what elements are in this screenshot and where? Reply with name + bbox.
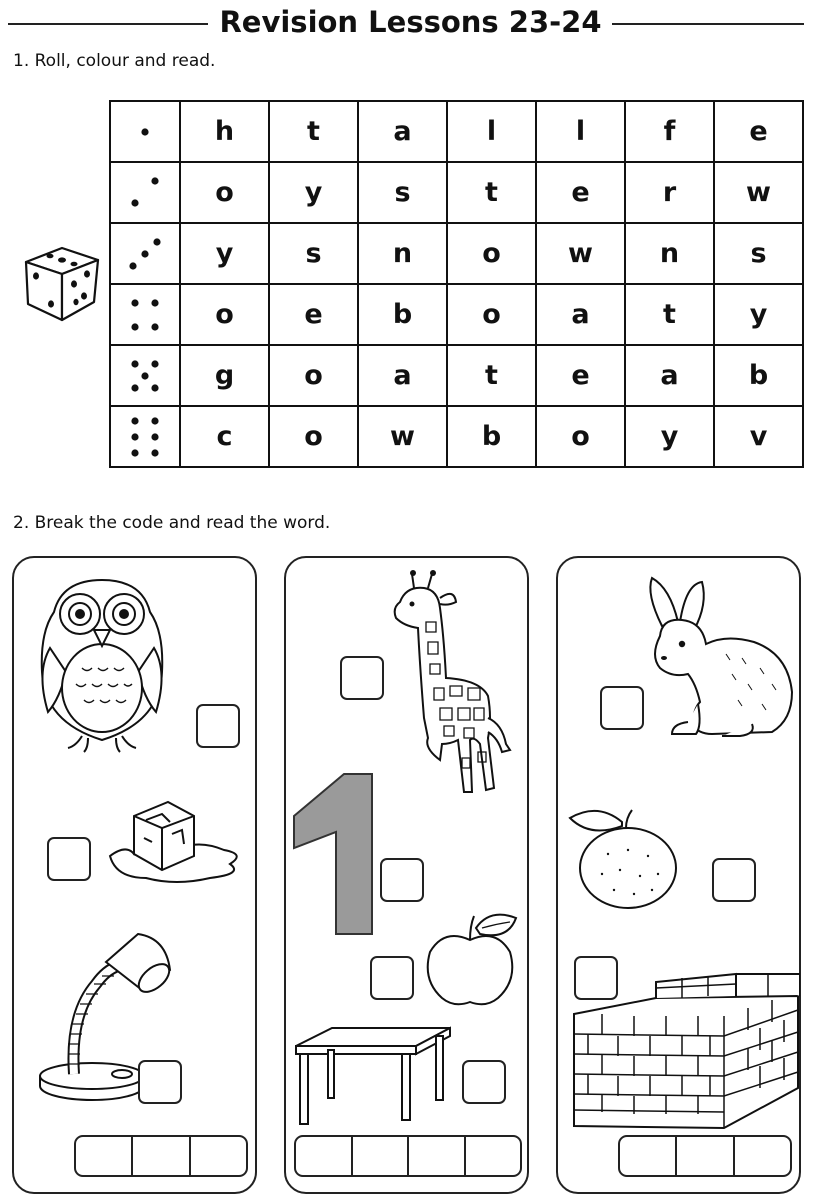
die-pip	[151, 360, 158, 367]
die-pip	[131, 384, 138, 391]
answer-boxes-1[interactable]	[74, 1135, 248, 1177]
grid-letter-cell[interactable]: a	[358, 101, 447, 162]
die-pip	[129, 262, 136, 269]
die-pip	[131, 299, 138, 306]
die-face-cell	[110, 345, 180, 406]
die-face-5-icon	[125, 352, 165, 400]
die-face-4-icon	[125, 291, 165, 339]
grid-letter-cell[interactable]: g	[180, 345, 269, 406]
grid-letter-cell[interactable]: y	[180, 223, 269, 284]
giraffe-picture	[384, 568, 520, 802]
grid-letter-cell[interactable]: y	[714, 284, 803, 345]
page-title: Revision Lessons 23-24	[0, 4, 821, 40]
answer-cell[interactable]	[466, 1137, 521, 1175]
grid-letter-cell[interactable]: e	[536, 162, 625, 223]
grid-letter-cell[interactable]: b	[714, 345, 803, 406]
die-face-cell	[110, 284, 180, 345]
die-face-2-icon	[125, 169, 165, 217]
answer-cell[interactable]	[677, 1137, 734, 1175]
die-face-cell	[110, 101, 180, 162]
letter-box-giraffe[interactable]	[340, 656, 384, 700]
grid-letter-cell[interactable]: a	[358, 345, 447, 406]
grid-row	[110, 345, 803, 406]
grid-letter-cell[interactable]: s	[714, 223, 803, 284]
grid-letter-cell[interactable]: a	[625, 345, 714, 406]
die-face-3-icon	[125, 230, 165, 278]
grid-letter-cell[interactable]: s	[269, 223, 358, 284]
die-pip	[151, 449, 158, 456]
grid-letter-cell[interactable]: a	[536, 284, 625, 345]
apple-picture	[424, 910, 520, 1010]
grid-letter-cell[interactable]: e	[269, 284, 358, 345]
grid-letter-cell[interactable]: o	[180, 162, 269, 223]
grid-letter-cell[interactable]: o	[447, 223, 536, 284]
die-pip	[131, 433, 138, 440]
grid-letter-cell[interactable]: r	[625, 162, 714, 223]
grid-row	[110, 162, 803, 223]
die-pip	[151, 433, 158, 440]
grid-letter-cell[interactable]: y	[269, 162, 358, 223]
grid-letter-cell[interactable]: h	[180, 101, 269, 162]
dice-icon	[18, 238, 102, 324]
grid-letter-cell[interactable]: o	[269, 345, 358, 406]
grid-row	[110, 101, 803, 162]
grid-letter-cell[interactable]: e	[536, 345, 625, 406]
die-pip	[141, 250, 148, 257]
answer-cell[interactable]	[620, 1137, 677, 1175]
die-pip	[131, 323, 138, 330]
grid-letter-cell[interactable]: o	[447, 284, 536, 345]
grid-letter-cell[interactable]: c	[180, 406, 269, 467]
grid-letter-cell[interactable]: f	[625, 101, 714, 162]
instruction-break-code: 2. Break the code and read the word.	[13, 513, 331, 533]
grid-letter-cell[interactable]: o	[536, 406, 625, 467]
answer-cell[interactable]	[133, 1137, 190, 1175]
answer-cell[interactable]	[296, 1137, 353, 1175]
die-pip	[151, 299, 158, 306]
grid-letter-cell[interactable]: n	[358, 223, 447, 284]
die-pip	[131, 417, 138, 424]
die-pip	[151, 384, 158, 391]
die-face-cell	[110, 406, 180, 467]
puzzle-panel-1	[12, 556, 257, 1194]
grid-letter-cell[interactable]: w	[714, 162, 803, 223]
grid-letter-cell[interactable]: b	[358, 284, 447, 345]
grid-letter-cell[interactable]: y	[625, 406, 714, 467]
table-picture	[294, 1026, 452, 1126]
die-pip	[151, 323, 158, 330]
answer-boxes-3[interactable]	[618, 1135, 792, 1177]
grid-letter-cell[interactable]: o	[180, 284, 269, 345]
letter-box-rabbit[interactable]	[600, 686, 644, 730]
letter-box-one[interactable]	[380, 858, 424, 902]
answer-boxes-2[interactable]	[294, 1135, 522, 1177]
grid-letter-cell[interactable]: b	[447, 406, 536, 467]
die-pip	[141, 372, 148, 379]
answer-cell[interactable]	[735, 1137, 790, 1175]
die-pip	[141, 128, 148, 135]
letter-box-apple[interactable]	[370, 956, 414, 1000]
brick-wall-picture	[572, 970, 800, 1130]
grid-letter-cell[interactable]: l	[447, 101, 536, 162]
die-face-cell	[110, 162, 180, 223]
puzzle-panel-2	[284, 556, 529, 1194]
answer-cell[interactable]	[353, 1137, 410, 1175]
grid-row	[110, 284, 803, 345]
letter-box-orange[interactable]	[712, 858, 756, 902]
grid-letter-cell[interactable]: s	[358, 162, 447, 223]
answer-cell[interactable]	[409, 1137, 466, 1175]
letter-box-table[interactable]	[462, 1060, 506, 1104]
die-pip	[153, 238, 160, 245]
grid-letter-cell[interactable]: t	[625, 284, 714, 345]
instruction-roll-colour-read: 1. Roll, colour and read.	[13, 51, 216, 71]
title-bar	[0, 2, 821, 42]
letter-box-owl[interactable]	[196, 704, 240, 748]
owl-picture	[32, 572, 172, 758]
grid-letter-cell[interactable]: w	[536, 223, 625, 284]
die-pip	[131, 360, 138, 367]
grid-letter-cell[interactable]: v	[714, 406, 803, 467]
rabbit-picture	[642, 574, 794, 740]
die-pip	[151, 177, 158, 184]
answer-cell[interactable]	[191, 1137, 246, 1175]
die-pip	[131, 449, 138, 456]
letter-box-ice[interactable]	[47, 837, 91, 881]
orange-picture	[568, 804, 680, 912]
grid-letter-cell[interactable]: l	[536, 101, 625, 162]
grid-row	[110, 406, 803, 467]
letter-grid	[109, 100, 804, 468]
answer-cell[interactable]	[76, 1137, 133, 1175]
ice-cube-picture	[106, 794, 248, 888]
grid-row	[110, 223, 803, 284]
die-face-cell	[110, 223, 180, 284]
number-one-picture	[292, 772, 374, 936]
grid-letter-cell[interactable]: t	[447, 162, 536, 223]
die-face-6-icon	[125, 413, 165, 461]
grid-letter-cell[interactable]: t	[447, 345, 536, 406]
grid-letter-cell[interactable]: n	[625, 223, 714, 284]
grid-letter-cell[interactable]: o	[269, 406, 358, 467]
die-face-1-icon	[125, 108, 165, 156]
grid-letter-cell[interactable]: w	[358, 406, 447, 467]
die-pip	[151, 417, 158, 424]
letter-box-lamp[interactable]	[138, 1060, 182, 1104]
puzzle-panel-3	[556, 556, 801, 1194]
die-pip	[131, 199, 138, 206]
grid-letter-cell[interactable]: t	[269, 101, 358, 162]
grid-letter-cell[interactable]: e	[714, 101, 803, 162]
